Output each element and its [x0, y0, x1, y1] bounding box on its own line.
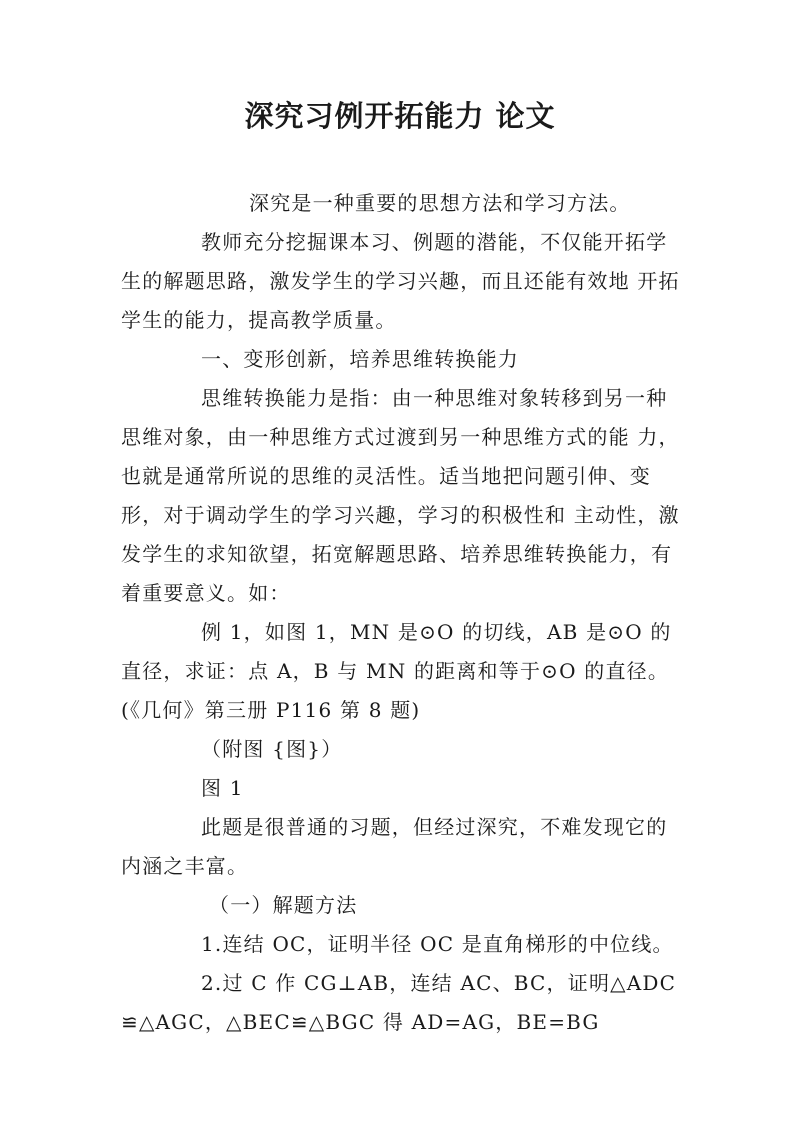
document-body — [121, 184, 681, 1042]
figure-placeholder: （附图 {图}） — [201, 737, 343, 761]
paragraph-analysis: 此题是很普通的习题，但经过深究，不难发现它的内涵之丰富。 — [121, 815, 668, 878]
paragraph-thinking-ability: 思维转换能力是指：由一种思维对象转移到另一种思维对象，由一种思维方式过渡到另一种思维方式的能 力，也就是通常所说的思维的灵活性。适当地把问题引伸、变形，对于调动学生的学习兴趣，学习的积极性和 主动性，激发学生的求知欲望，拓宽解题思路、培养思维转换能力，有着重要意义。如： — [121, 386, 680, 605]
paragraph-teacher: 教师充分挖掘课本习、例题的潜能，不仅能开拓学生的解题思路，激发学生的学习兴趣，而且还能有效地 开拓学生的能力，提高教学质量。 — [121, 230, 680, 332]
subsection-heading-methods: （一）解题方法 — [209, 893, 358, 917]
method-item-2: 2.过 C 作 CG⊥AB，连结 AC、BC，证明△ADC≌△AGC，△BEC≌△BGC 得 AD=AG，BE=BG — [121, 971, 677, 1034]
paragraph-intro: 深究是一种重要的思想方法和学习方法。 — [249, 191, 631, 215]
method-item-1: 1.连结 OC，证明半径 OC 是直角梯形的中位线。 — [201, 932, 674, 956]
section-heading-1: 一、变形创新，培养思维转换能力 — [201, 347, 519, 371]
figure-caption: 图 1 — [201, 776, 244, 800]
document-title: 深究习例开拓能力 论文 — [244, 99, 556, 133]
paragraph-example-1: 例 1，如图 1，MN 是⊙O 的切线，AB 是⊙O 的直径，求证：点 A，B 与 MN 的距离和等于⊙O 的直径。(《几何》第三册 P116 第 8 题) — [121, 620, 672, 722]
